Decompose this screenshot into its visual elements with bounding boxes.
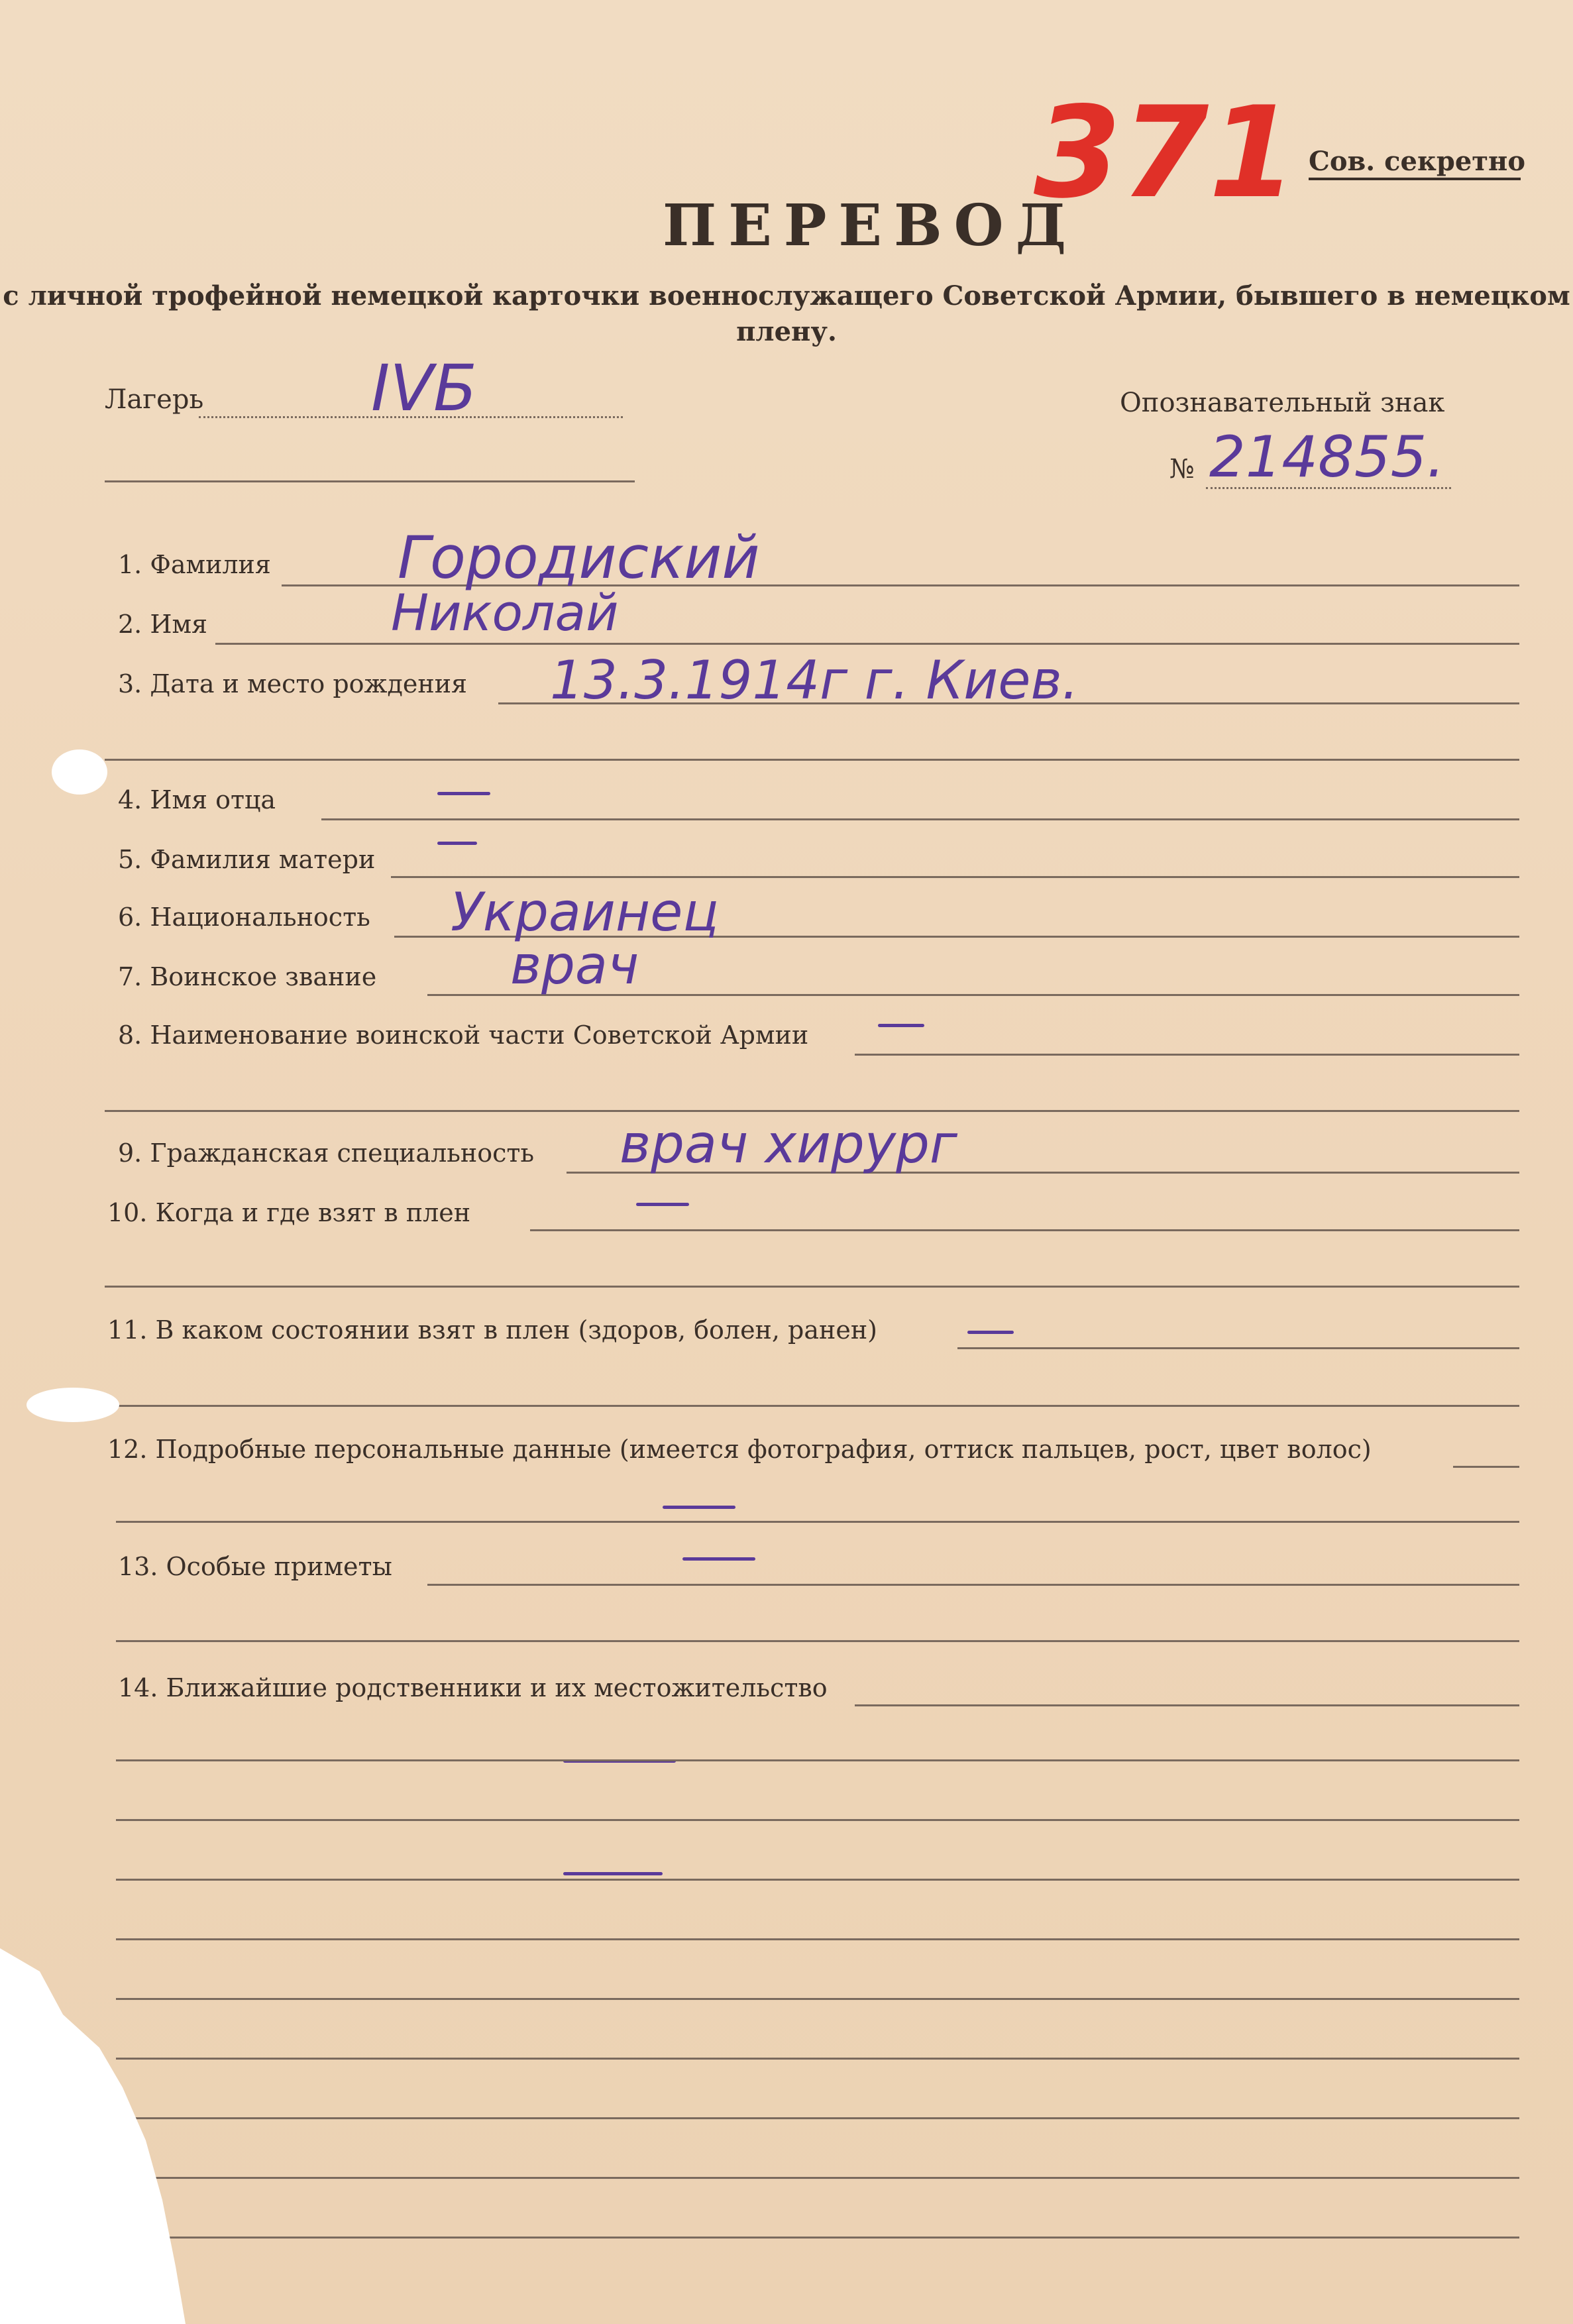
field-3-label: 3. Дата и место рождения (118, 669, 468, 698)
field-8-label: 8. Наименование воинской части Советской Армии (118, 1021, 809, 1050)
archive-number: 371 (1034, 80, 1297, 226)
field-3-value: 13.3.1914г г. Киев. (550, 649, 1079, 711)
field-6-label: 6. Национальность (118, 903, 370, 932)
id-tag-number-prefix: № (1169, 454, 1195, 484)
document-title: ПЕРЕВОД (663, 192, 1079, 259)
field-9-value: врач хирург (620, 1113, 957, 1175)
document-subtitle: с личной трофейной немецкой карточки военнослужащего Советской Армии, бывшего в немецком плену. (3, 280, 1570, 347)
field-5-label: 5. Фамилия матери (118, 845, 376, 874)
field-2-label: 2. Имя (118, 610, 208, 639)
field-7-label: 7. Воинское звание (118, 962, 377, 991)
field-12-label: 12. Подробные персональные данные (имеется фотография, оттиск пальцев, рост, цвет волос) (107, 1435, 1372, 1464)
field-14-label: 14. Ближайшие родственники и их местожительство (118, 1673, 828, 1702)
field-4-label: 4. Имя отца (118, 785, 276, 814)
classification-label: Сов. секретно (1309, 146, 1526, 177)
field-1-value: Городиский (398, 524, 760, 592)
id-tag-number: 214855. (1209, 424, 1445, 490)
field-10-label: 10. Когда и где взят в плен (107, 1198, 471, 1227)
field-2-value: Николай (391, 583, 619, 642)
camp-value: IVБ (371, 351, 477, 425)
field-11-label: 11. В каком состоянии взят в плен (здоров, болен, ранен) (107, 1315, 877, 1345)
field-13-label: 13. Особые приметы (118, 1552, 392, 1581)
field-9-label: 9. Гражданская специальность (118, 1138, 535, 1168)
field-6-value: Украинец (451, 881, 719, 943)
field-1-label: 1. Фамилия (118, 550, 271, 579)
field-7-value: врач (510, 934, 639, 996)
camp-label: Лагерь (105, 384, 204, 415)
id-tag-label: Опознавательный знак (1120, 388, 1445, 418)
